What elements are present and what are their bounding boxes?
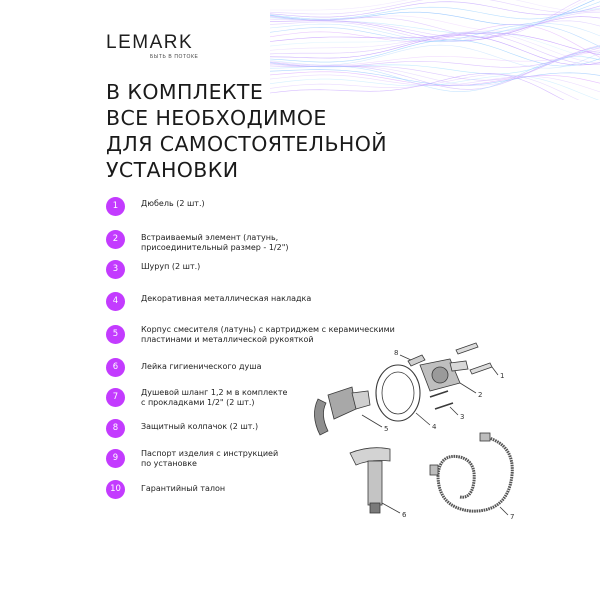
callout-label-7: 7	[510, 513, 515, 521]
brand-logo	[106, 32, 199, 60]
item-number-badge: 10	[106, 480, 125, 499]
item-text: Защитный колпачок (2 шт.)	[141, 422, 259, 431]
heading-line: УСТАНОВКИ	[106, 158, 239, 182]
shower-hose-icon	[430, 433, 512, 515]
callout-label-1: 1	[500, 372, 505, 380]
item-number-badge: 6	[106, 358, 125, 377]
item-number-badge: 2	[106, 230, 125, 249]
callout-label-2: 2	[478, 391, 483, 399]
brand-tagline: БЫТЬ В ПОТОКЕ	[150, 54, 199, 60]
item-number-badge: 8	[106, 419, 125, 438]
item-text: Лейка гигиенического душа	[141, 362, 262, 371]
cover-plate-icon	[376, 365, 430, 425]
item-text: Корпус смесителя (латунь) с картриджем с керамическими пластинами и металлической рукояткой	[141, 325, 395, 344]
screw-icon	[430, 391, 458, 415]
item-number-badge: 3	[106, 260, 125, 279]
item-text: Душевой шланг 1,2 м в комплекте с прокладками 1/2" (2 шт.)	[141, 388, 288, 407]
item-text: Гарантийный талон	[141, 484, 226, 493]
brand-name: LEMARK	[106, 32, 194, 53]
page-heading	[106, 79, 387, 183]
assembly-diagram	[290, 335, 535, 530]
item-number-badge: 1	[106, 197, 125, 216]
callout-label-3: 3	[460, 413, 465, 421]
callout-label-6: 6	[402, 511, 407, 519]
dowel-icon	[456, 343, 498, 375]
hygienic-shower-head-icon	[350, 448, 400, 513]
item-number-badge: 9	[106, 449, 125, 468]
heading-line: ВСЕ НЕОБХОДИМОЕ	[106, 106, 327, 130]
heading-line: ДЛЯ САМОСТОЯТЕЛЬНОЙ	[106, 132, 388, 156]
item-text: Паспорт изделия с инструкцией по установке	[141, 449, 279, 468]
mixer-body-icon	[314, 387, 382, 435]
heading-line: В КОМПЛЕКТЕ	[106, 80, 264, 104]
callout-label-8: 8	[394, 349, 399, 357]
item-text: Встраиваемый элемент (латунь, присоединительный размер - 1/2")	[141, 233, 289, 252]
item-text: Шуруп (2 шт.)	[141, 262, 201, 271]
callout-label-4: 4	[432, 423, 437, 431]
callout-label-5: 5	[384, 425, 389, 433]
item-number-badge: 7	[106, 388, 125, 407]
item-text: Дюбель (2 шт.)	[141, 199, 205, 208]
item-text: Декоративная металлическая накладка	[141, 294, 312, 303]
item-number-badge: 5	[106, 325, 125, 344]
embedded-element-icon	[420, 359, 476, 393]
item-number-badge: 4	[106, 292, 125, 311]
